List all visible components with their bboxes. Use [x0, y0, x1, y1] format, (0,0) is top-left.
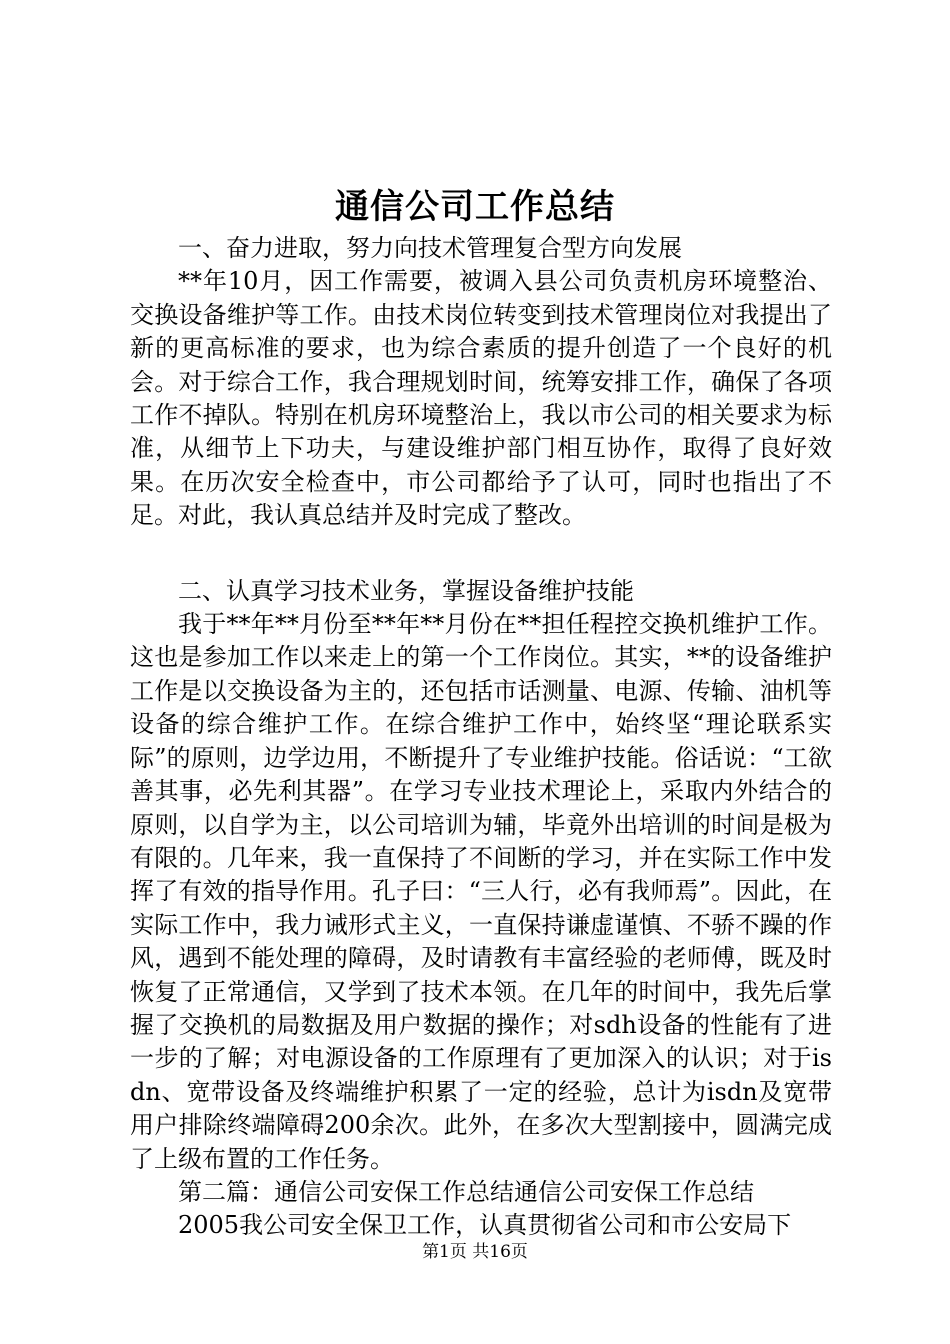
document-title: 通信公司工作总结 [335, 187, 615, 227]
section-paragraph-2: 我于**年**月份至**年**月份在**担任程控交换机维护工作。这也是参加工作以来走上的第一个工作岗位。其实，**的设备维护工作是以交换设备为主的，还包括市话测量、电源、传输、油机等设备的综合维护工作。在综合维护工作中，始终坚“理论联系实际”的原则，边学边用，不断提升了专业维护技能。俗话说：“工欲善其事，必先利其器”。在学习专业技术理论上，采取内外结合的原则，以自学为主，以公司培训为辅，毕竟外出培训的时间是极为有限的。几年来，我一直保持了不间断的学习，并在实际工作中发挥了有效的指导作用。孔子曰：“三人行，必有我师焉”。因此，在实际工作中，我力诫形式主义，一直保持谦虚谨慎、不骄不躁的作风，遇到不能处理的障碍，及时请教有丰富经验的老师傅，既及时恢复了正常通信，又学到了技术本领。在几年的时间中，我先后掌握了交换机的局数据及用户数据的操作；对sdh设备的性能有了进一步的了解；对电源设备的工作原理有了更加深入的认识；对于isdn、宽带设备及终端维护积累了一定的经验，总计为isdn及宽带用户排除终端障碍200余次。此外，在多次大型割接中，圆满完成了上级布置的工作任务。 [130, 610, 832, 1173]
page-number-footer: 第1页 共16页 [422, 1242, 528, 1262]
document-body [130, 232, 832, 1243]
section-heading-2: 二、认真学习技术业务，掌握设备维护技能 [178, 576, 634, 605]
paragraph-spacer [130, 533, 832, 575]
section-heading-1: 一、奋力进取，努力向技术管理复合型方向发展 [178, 234, 682, 262]
section-paragraph-3: 2005我公司安全保卫工作，认真贯彻省公司和市公安局下 [178, 1211, 792, 1240]
section-paragraph-1: **年10月，因工作需要，被调入县公司负责机房环境整治、交换设备维护等工作。由技术岗位转变到技术管理岗位对我提出了新的更高标准的要求，也为综合素质的提升创造了一个良好的机会。对于综合工作，我合理规划时间，统筹安排工作，确保了各项工作不掉队。特别在机房环境整治上，我以市公司的相关要求为标准，从细节上下功夫，与建设维护部门相互协作，取得了良好效果。在历次安全检查中，市公司都给予了认可，同时也指出了不足。对此，我认真总结并及时完成了整改。 [130, 267, 832, 530]
section-heading-3: 第二篇：通信公司安保工作总结通信公司安保工作总结 [178, 1177, 754, 1206]
